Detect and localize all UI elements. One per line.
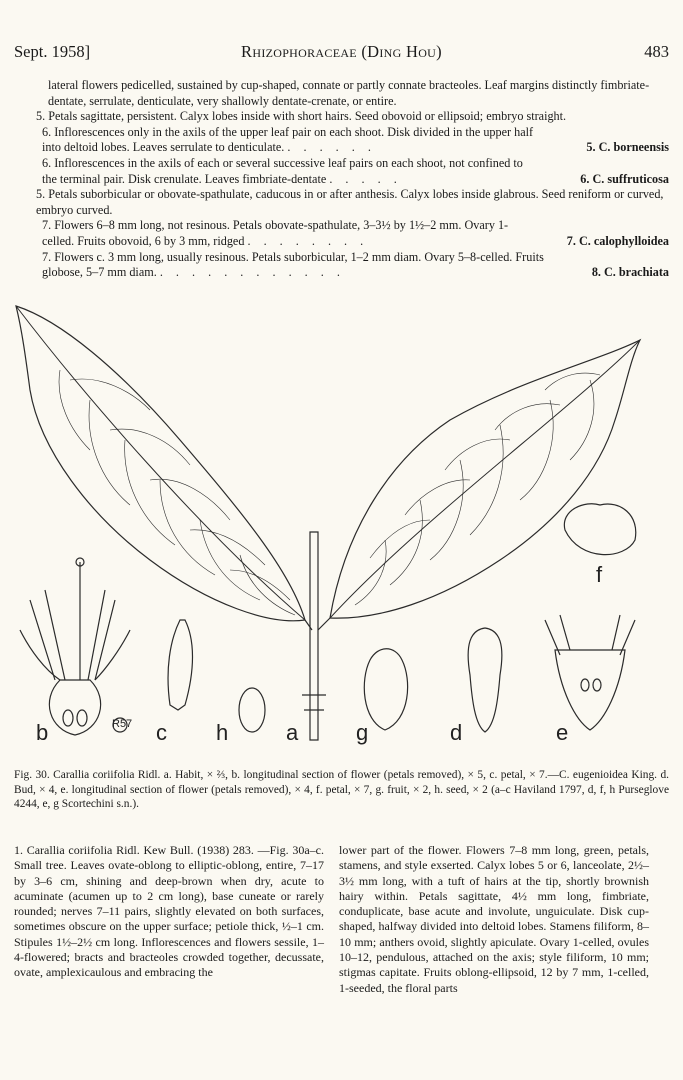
petal-c [168, 620, 192, 710]
key-line: 5. Petals suborbicular or obovate-spathulate, caducous in or after anthesis. Calyx lobes inside glabrous. Seed reniform or curved, embryo curved. [36, 187, 664, 217]
fig-label-e: e [556, 720, 569, 745]
key-result: 5. C. borneensis [582, 140, 669, 156]
running-header [14, 42, 669, 64]
page-number: 483 [644, 42, 669, 61]
fruit-g [364, 649, 407, 730]
habit-drawing [0, 300, 683, 762]
key-result: 6. C. suffruticosa [576, 172, 669, 188]
key-result: 8. C. brachiata [588, 265, 669, 281]
fig-label-c: c [156, 720, 167, 745]
key-line: 6. Inflorescences in the axils of each or several successive leaf pairs on each shoot, not confined to the terminal pair. Disk crenulate. Leaves fimbriate-dentate . . . . . 6. C. suffruticosa [42, 155, 669, 186]
key-line: lateral flowers pedicelled, sustained by cup-shaped, connate or partly connate bracteoles. Leaf margins distinctly fimbriate-dentate, serrulate, denticulate, very shallowly dentate-crenate, or entire. [48, 78, 650, 108]
key-line: 7. Flowers c. 3 mm long, usually resinous. Petals suborbicular, 1–2 mm diam. Ovary 5–8-celled. Fruits globose, 5–7 mm diam. . . . . . . . . . . . . 8. C. brachiata [42, 249, 669, 280]
fig-label-b: b [36, 720, 49, 745]
body-column-right: lower part of the flower. Flowers 7–8 mm long, green, petals, stamens, and style exserted. Calyx lobes 5 or 6, lanceolate, 2½–3½ mm long, with a tuft of hairs at the tip, shortly brownish hairy within. Petals sagittate, 4½ mm long, fimbriate, conduplicate, base acute and involute, unguiculate. Disk cup-shaped, halfway divided into deltoid lobes. Stamens filiform, 8–10 mm; anthers ovoid, slightly apiculate. Ovary 1-celled, ovules 10–12, pendulous, attached on the axis; style filiform, 10 mm; stigmas capitate. Fruits oblong-ellipsoid, 12 by 7 mm, 1-celled, 1-seeded, the floral parts [339, 843, 649, 995]
key-line: 5. Petals sagittate, persistent. Calyx lobes inside with short hairs. Seed obovoid or ellipsoid; embryo straight. [36, 109, 567, 124]
key-line: 7. Flowers 6–8 mm long, not resinous. Petals obovate-spathulate, 3–3½ by 1½–2 mm. Ovary 1-celled. Fruits obovoid, 6 by 3 mm, ridged . . . . . . . . 7. C. calophylloidea [42, 218, 669, 248]
flower-section-b [20, 558, 133, 735]
figure-caption: Fig. 30. Carallia coriifolia Ridl. a. Habit, × ⅔, b. longitudinal section of flower (petals removed), × 5, c. petal, × 7.—C. eugenioidea King. d. Bud, × 4, e. longitudinal section of flower (petals removed), × 4, f. petal, × 7, g. fruit, × 2, h. seed, × 2 (a–c Haviland 1797, d, f, h Purseglove 4244, e, g Scortechini s.n.). [14, 769, 669, 811]
fig-label-g: g [356, 720, 369, 745]
botanical-illustration [0, 300, 683, 762]
flower-section-e [555, 650, 625, 730]
left-leaf [16, 306, 305, 621]
fig-label-h: h [216, 720, 229, 745]
body-column-left: 1. Carallia coriifolia Ridl. Kew Bull. (1938) 283. —Fig. 30a–c. Small tree. Leaves ovate-oblong to elliptic-oblong, entire, 7–17 by 3–6 cm, shining and deep-brown when dry, acute to acuminate (acumen up to 2 cm long), base cuneate or rarely rounded; nerves 7–11 pairs, slightly elevated on both surfaces, sometimes obscure on the upper surface; petiole thick, ½–1 cm. Stipules 1½–2½ cm long. Inflorescences and flowers sessile, 1–4-flowered; bracts and bracteoles crowded together, decussate, ovate, amplexicaulous and embracing the [14, 843, 324, 980]
seed-h [239, 688, 265, 732]
right-leaf [330, 340, 640, 618]
fig-label-f: f [596, 562, 603, 587]
stem [310, 532, 318, 740]
fig-label-d: d [450, 720, 463, 745]
key-result: 7. C. calophylloidea [563, 234, 669, 250]
header-title: Rhizophoraceae (Ding Hou) [241, 42, 442, 61]
identification-key [14, 78, 669, 281]
fig-label-a: a [286, 720, 299, 745]
petal-f [564, 504, 635, 555]
signature: R57 [112, 718, 133, 730]
header-date: Sept. 1958] [14, 42, 91, 61]
bud-d [468, 628, 502, 732]
key-line: 6. Inflorescences only in the axils of the upper leaf pair on each shoot. Disk divided in the upper half into deltoid lobes. Leaves serrulate to denticulate. . . . . . . 5. C. borneensis [42, 124, 669, 155]
